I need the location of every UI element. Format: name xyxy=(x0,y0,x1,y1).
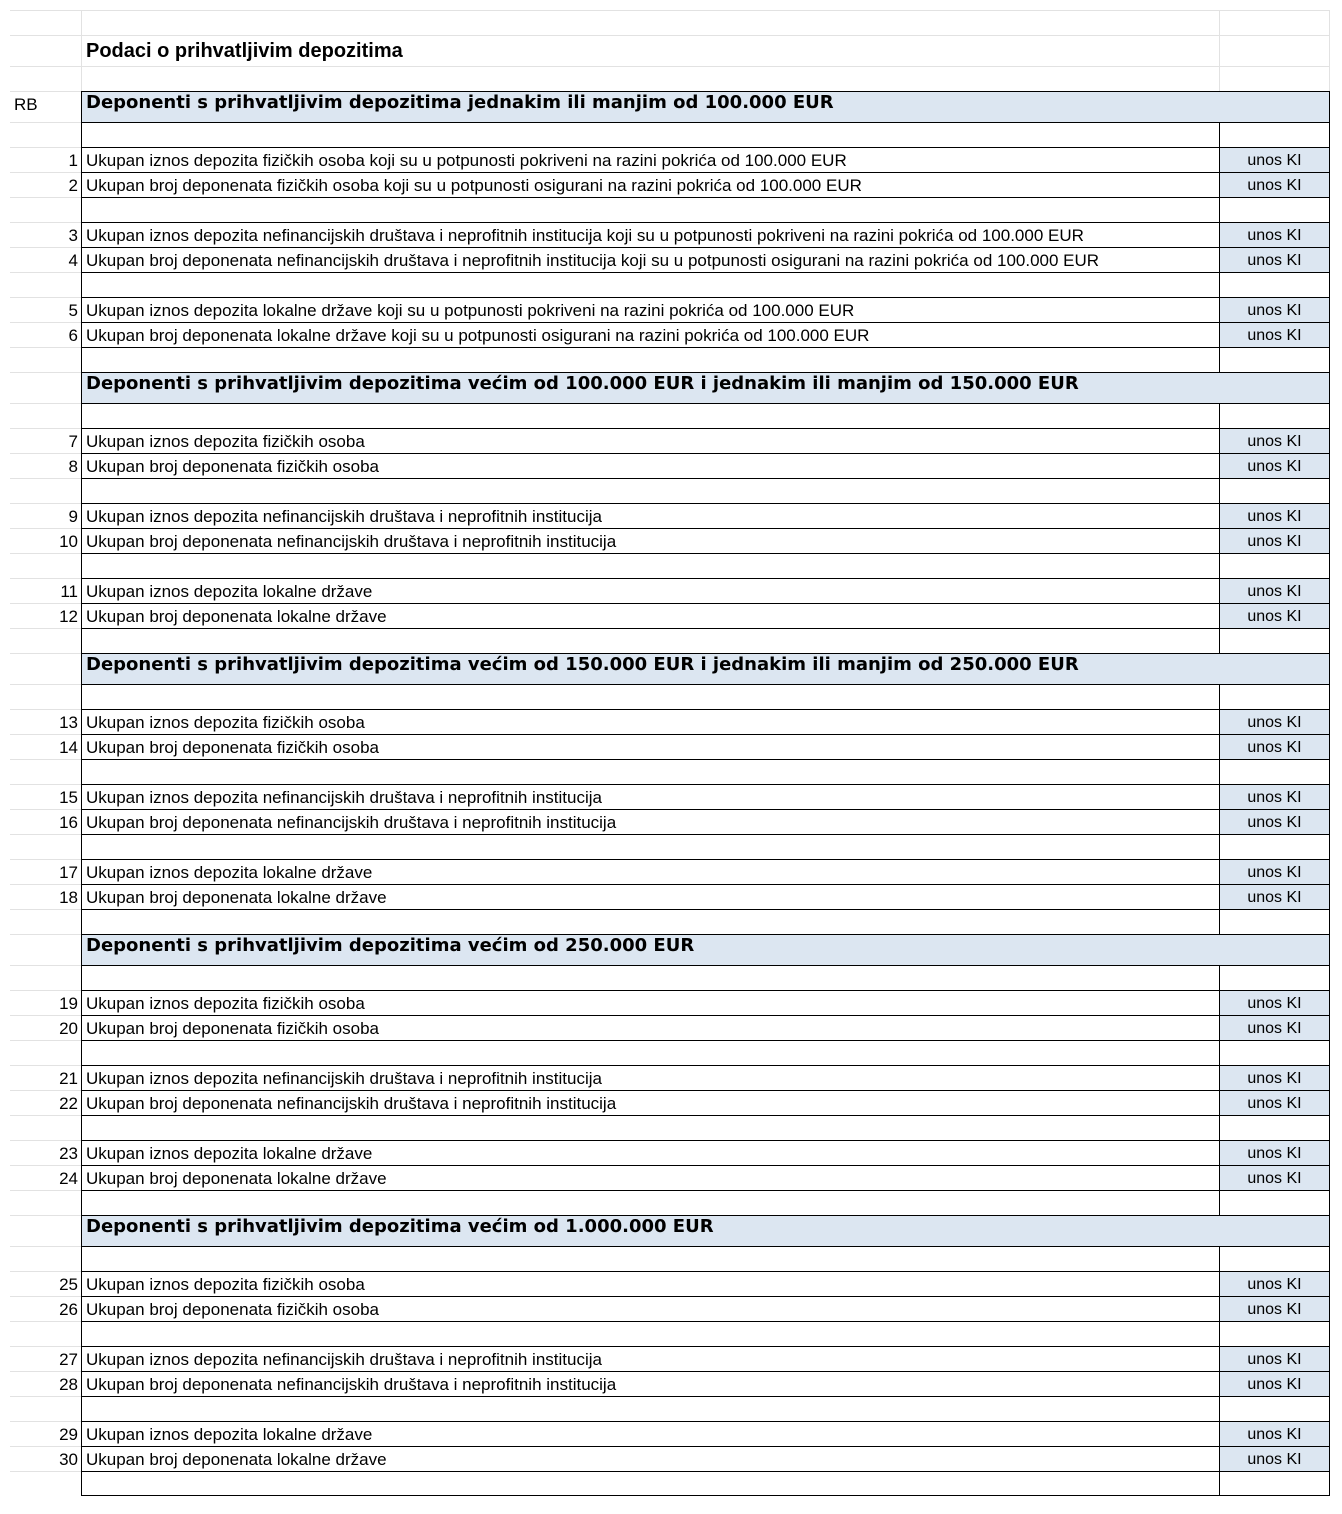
row-label: Ukupan broj deponenata fizičkih osoba xyxy=(81,734,1219,759)
rb-number: 2 xyxy=(10,172,81,197)
page-title: Podaci o prihvatljivim depozitima xyxy=(81,35,1219,66)
label-cell xyxy=(81,272,1219,297)
label-cell xyxy=(81,1471,1219,1496)
rb-number: 26 xyxy=(10,1296,81,1321)
rb-cell xyxy=(10,403,81,428)
table-row xyxy=(10,784,1330,809)
value-input-cell[interactable]: unos KI xyxy=(1219,1346,1330,1371)
blank-row xyxy=(10,347,1330,372)
blank-row xyxy=(10,834,1330,859)
section-header-row xyxy=(10,1215,1330,1246)
section-header: Deponenti s prihvatljivim depozitima većim od 1.000.000 EUR xyxy=(81,1215,1330,1246)
label-cell xyxy=(81,1115,1219,1140)
value-input-cell[interactable]: unos KI xyxy=(1219,528,1330,553)
value-cell xyxy=(1219,1471,1330,1496)
rb-cell xyxy=(10,1190,81,1215)
rb-number: 24 xyxy=(10,1165,81,1190)
blank-row xyxy=(10,759,1330,784)
section-header-row xyxy=(10,91,1330,122)
rb-cell xyxy=(10,122,81,147)
blank-row xyxy=(10,684,1330,709)
rb-cell xyxy=(10,1040,81,1065)
row-label: Ukupan broj deponenata nefinancijskih društava i neprofitnih institucija xyxy=(81,1090,1219,1115)
value-input-cell[interactable]: unos KI xyxy=(1219,1090,1330,1115)
table-row xyxy=(10,578,1330,603)
label-cell xyxy=(81,834,1219,859)
rb-cell xyxy=(10,347,81,372)
value-input-cell[interactable]: unos KI xyxy=(1219,1140,1330,1165)
rb-number: 14 xyxy=(10,734,81,759)
table-row xyxy=(10,222,1330,247)
table-row xyxy=(10,709,1330,734)
rb-number: 10 xyxy=(10,528,81,553)
blank-row xyxy=(10,272,1330,297)
row-label: Ukupan iznos depozita nefinancijskih društava i neprofitnih institucija xyxy=(81,1346,1219,1371)
row-label: Ukupan broj deponenata lokalne države xyxy=(81,1165,1219,1190)
row-label: Ukupan broj deponenata nefinancijskih društava i neprofitnih institucija xyxy=(81,1371,1219,1396)
rb-cell xyxy=(10,653,81,684)
label-cell xyxy=(81,122,1219,147)
label-cell xyxy=(81,1040,1219,1065)
table-row xyxy=(10,322,1330,347)
table-row xyxy=(10,1421,1330,1446)
rb-cell xyxy=(10,684,81,709)
rb-cell xyxy=(10,909,81,934)
rb-column-header: RB xyxy=(10,91,81,122)
label-cell xyxy=(81,1321,1219,1346)
rb-cell xyxy=(10,1215,81,1246)
label-cell xyxy=(81,347,1219,372)
rb-number: 29 xyxy=(10,1421,81,1446)
table-row xyxy=(10,147,1330,172)
section-header: Deponenti s prihvatljivim depozitima većim od 150.000 EUR i jednakim ili manjim od 250.000 EUR xyxy=(81,653,1330,684)
rb-number: 15 xyxy=(10,784,81,809)
row-label: Ukupan broj deponenata lokalne države koji su u potpunosti osigurani na razini pokrića od 100.000 EUR xyxy=(81,322,1219,347)
value-input-cell[interactable]: unos KI xyxy=(1219,734,1330,759)
label-cell xyxy=(81,553,1219,578)
value-cell xyxy=(1219,272,1330,297)
rb-number: 28 xyxy=(10,1371,81,1396)
value-cell xyxy=(1219,478,1330,503)
value-input-cell[interactable]: unos KI xyxy=(1219,322,1330,347)
row-label: Ukupan iznos depozita nefinancijskih društava i neprofitnih institucija xyxy=(81,503,1219,528)
row-label: Ukupan iznos depozita nefinancijskih društava i neprofitnih institucija koji su u potpunosti pokriveni na razini pokrića od 100.000 EUR xyxy=(81,222,1219,247)
table-row xyxy=(10,809,1330,834)
row-label: Ukupan broj deponenata nefinancijskih društava i neprofitnih institucija xyxy=(81,809,1219,834)
rb-number: 3 xyxy=(10,222,81,247)
value-input-cell[interactable]: unos KI xyxy=(1219,990,1330,1015)
value-input-cell[interactable]: unos KI xyxy=(1219,172,1330,197)
label-cell xyxy=(81,965,1219,990)
table-row xyxy=(10,1271,1330,1296)
label-cell xyxy=(81,478,1219,503)
blank-row xyxy=(10,553,1330,578)
rb-number: 13 xyxy=(10,709,81,734)
table-row xyxy=(10,172,1330,197)
label-cell xyxy=(81,1190,1219,1215)
rb-cell xyxy=(10,1321,81,1346)
value-cell xyxy=(1219,965,1330,990)
rb-number: 16 xyxy=(10,809,81,834)
value-cell xyxy=(1219,759,1330,784)
table-row xyxy=(10,428,1330,453)
blank-row xyxy=(10,197,1330,222)
value-input-cell[interactable]: unos KI xyxy=(1219,1296,1330,1321)
row-label: Ukupan broj deponenata fizičkih osoba xyxy=(81,1015,1219,1040)
value-cell xyxy=(1219,347,1330,372)
value-input-cell[interactable]: unos KI xyxy=(1219,428,1330,453)
label-cell xyxy=(81,1246,1219,1271)
table-row xyxy=(10,297,1330,322)
table-row xyxy=(10,1015,1330,1040)
value-input-cell[interactable]: unos KI xyxy=(1219,1371,1330,1396)
row-label: Ukupan iznos depozita fizičkih osoba xyxy=(81,428,1219,453)
title-row xyxy=(10,35,1330,66)
label-cell xyxy=(81,759,1219,784)
rb-cell xyxy=(10,1471,81,1496)
rb-number: 18 xyxy=(10,884,81,909)
value-cell xyxy=(1219,553,1330,578)
section-header: Deponenti s prihvatljivim depozitima većim od 250.000 EUR xyxy=(81,934,1330,965)
blank-row xyxy=(10,1115,1330,1140)
table-row xyxy=(10,1140,1330,1165)
table-row xyxy=(10,247,1330,272)
row-label: Ukupan broj deponenata nefinancijskih društava i neprofitnih institucija koji su u potpunosti osigurani na razini pokrića od 100.000 EUR xyxy=(81,247,1219,272)
table-row xyxy=(10,734,1330,759)
value-input-cell[interactable]: unos KI xyxy=(1219,1165,1330,1190)
rb-cell xyxy=(10,628,81,653)
table-row xyxy=(10,859,1330,884)
rb-number: 11 xyxy=(10,578,81,603)
table-row xyxy=(10,453,1330,478)
value-input-cell[interactable]: unos KI xyxy=(1219,1446,1330,1471)
table-row xyxy=(10,884,1330,909)
value-cell xyxy=(1219,1040,1330,1065)
table-row xyxy=(10,1296,1330,1321)
row-label: Ukupan iznos depozita lokalne države xyxy=(81,1140,1219,1165)
sections-container xyxy=(10,91,1330,1496)
blank-row xyxy=(10,10,1330,35)
value-cell xyxy=(1219,1246,1330,1271)
value-input-cell[interactable]: unos KI xyxy=(1219,809,1330,834)
value-input-cell[interactable]: unos KI xyxy=(1219,453,1330,478)
row-label: Ukupan iznos depozita fizičkih osoba koji su u potpunosti pokriveni na razini pokrića od 100.000 EUR xyxy=(81,147,1219,172)
value-cell xyxy=(1219,909,1330,934)
table-row xyxy=(10,1090,1330,1115)
section-header-row xyxy=(10,653,1330,684)
table-row xyxy=(10,1446,1330,1471)
row-label: Ukupan broj deponenata lokalne države xyxy=(81,603,1219,628)
row-label: Ukupan broj deponenata lokalne države xyxy=(81,1446,1219,1471)
value-cell xyxy=(1219,1115,1330,1140)
row-label: Ukupan iznos depozita nefinancijskih društava i neprofitnih institucija xyxy=(81,784,1219,809)
section-header-row xyxy=(10,372,1330,403)
rb-cell xyxy=(10,1115,81,1140)
value-input-cell[interactable]: unos KI xyxy=(1219,578,1330,603)
rb-number: 7 xyxy=(10,428,81,453)
label-cell xyxy=(81,1396,1219,1421)
value-input-cell[interactable]: unos KI xyxy=(1219,1015,1330,1040)
row-label: Ukupan broj deponenata lokalne države xyxy=(81,884,1219,909)
table-row xyxy=(10,528,1330,553)
blank-row xyxy=(10,1246,1330,1271)
spreadsheet xyxy=(10,10,1330,1496)
blank-row xyxy=(10,122,1330,147)
row-label: Ukupan broj deponenata fizičkih osoba xyxy=(81,1296,1219,1321)
value-input-cell[interactable]: unos KI xyxy=(1219,222,1330,247)
value-cell xyxy=(1219,197,1330,222)
value-input-cell[interactable]: unos KI xyxy=(1219,1271,1330,1296)
rb-number: 21 xyxy=(10,1065,81,1090)
rb-number: 23 xyxy=(10,1140,81,1165)
value-cell xyxy=(1219,1321,1330,1346)
rb-number: 9 xyxy=(10,503,81,528)
blank-row xyxy=(10,478,1330,503)
value-cell xyxy=(1219,628,1330,653)
blank-row xyxy=(10,965,1330,990)
blank-row xyxy=(10,403,1330,428)
row-label: Ukupan iznos depozita fizičkih osoba xyxy=(81,990,1219,1015)
value-input-cell[interactable]: unos KI xyxy=(1219,1065,1330,1090)
blank-row xyxy=(10,628,1330,653)
row-label: Ukupan broj deponenata nefinancijskih društava i neprofitnih institucija xyxy=(81,528,1219,553)
label-cell xyxy=(81,197,1219,222)
value-cell xyxy=(1219,1190,1330,1215)
section-header-row xyxy=(10,934,1330,965)
rb-number: 6 xyxy=(10,322,81,347)
table-row xyxy=(10,1065,1330,1090)
row-label: Ukupan iznos depozita nefinancijskih društava i neprofitnih institucija xyxy=(81,1065,1219,1090)
value-input-cell[interactable]: unos KI xyxy=(1219,147,1330,172)
label-cell xyxy=(81,403,1219,428)
table-row xyxy=(10,990,1330,1015)
label-cell xyxy=(81,684,1219,709)
value-cell xyxy=(1219,403,1330,428)
rb-number: 20 xyxy=(10,1015,81,1040)
label-cell xyxy=(81,628,1219,653)
rb-number: 27 xyxy=(10,1346,81,1371)
row-label: Ukupan broj deponenata fizičkih osoba xyxy=(81,453,1219,478)
value-input-cell[interactable]: unos KI xyxy=(1219,884,1330,909)
row-label: Ukupan broj deponenata fizičkih osoba koji su u potpunosti osigurani na razini pokrića od 100.000 EUR xyxy=(81,172,1219,197)
rb-number: 12 xyxy=(10,603,81,628)
rb-cell xyxy=(10,759,81,784)
rb-number: 22 xyxy=(10,1090,81,1115)
row-label: Ukupan iznos depozita lokalne države koji su u potpunosti pokriveni na razini pokrića od 100.000 EUR xyxy=(81,297,1219,322)
table-row xyxy=(10,1346,1330,1371)
value-cell xyxy=(1219,1396,1330,1421)
blank-row xyxy=(10,1396,1330,1421)
value-input-cell[interactable]: unos KI xyxy=(1219,784,1330,809)
rb-cell xyxy=(10,197,81,222)
row-label: Ukupan iznos depozita lokalne države xyxy=(81,578,1219,603)
value-input-cell[interactable]: unos KI xyxy=(1219,297,1330,322)
value-input-cell[interactable]: unos KI xyxy=(1219,709,1330,734)
value-cell xyxy=(1219,122,1330,147)
rb-number: 5 xyxy=(10,297,81,322)
value-input-cell[interactable]: unos KI xyxy=(1219,247,1330,272)
rb-number: 8 xyxy=(10,453,81,478)
label-cell xyxy=(81,909,1219,934)
section-header: Deponenti s prihvatljivim depozitima jednakim ili manjim od 100.000 EUR xyxy=(81,91,1330,122)
rb-number: 25 xyxy=(10,1271,81,1296)
blank-row xyxy=(10,1321,1330,1346)
rb-cell xyxy=(10,1246,81,1271)
rb-number: 19 xyxy=(10,990,81,1015)
table-row xyxy=(10,1371,1330,1396)
rb-cell xyxy=(10,1396,81,1421)
rb-cell xyxy=(10,965,81,990)
rb-cell xyxy=(10,372,81,403)
row-label: Ukupan iznos depozita fizičkih osoba xyxy=(81,709,1219,734)
value-input-cell[interactable]: unos KI xyxy=(1219,859,1330,884)
rb-number: 17 xyxy=(10,859,81,884)
blank-row xyxy=(10,1471,1330,1496)
rb-cell xyxy=(10,272,81,297)
blank-row xyxy=(10,1190,1330,1215)
row-label: Ukupan iznos depozita lokalne države xyxy=(81,859,1219,884)
value-input-cell[interactable]: unos KI xyxy=(1219,1421,1330,1446)
rb-cell xyxy=(10,934,81,965)
blank-row xyxy=(10,66,1330,91)
rb-cell xyxy=(10,834,81,859)
section-header: Deponenti s prihvatljivim depozitima većim od 100.000 EUR i jednakim ili manjim od 150.000 EUR xyxy=(81,372,1330,403)
value-cell xyxy=(1219,834,1330,859)
table-row xyxy=(10,1165,1330,1190)
rb-number: 30 xyxy=(10,1446,81,1471)
row-label: Ukupan iznos depozita lokalne države xyxy=(81,1421,1219,1446)
rb-cell xyxy=(10,553,81,578)
row-label: Ukupan iznos depozita fizičkih osoba xyxy=(81,1271,1219,1296)
value-cell xyxy=(1219,684,1330,709)
value-input-cell[interactable]: unos KI xyxy=(1219,503,1330,528)
rb-cell xyxy=(10,478,81,503)
table-row xyxy=(10,603,1330,628)
blank-row xyxy=(10,1040,1330,1065)
rb-number: 4 xyxy=(10,247,81,272)
blank-row xyxy=(10,909,1330,934)
value-input-cell[interactable]: unos KI xyxy=(1219,603,1330,628)
rb-number: 1 xyxy=(10,147,81,172)
table-row xyxy=(10,503,1330,528)
